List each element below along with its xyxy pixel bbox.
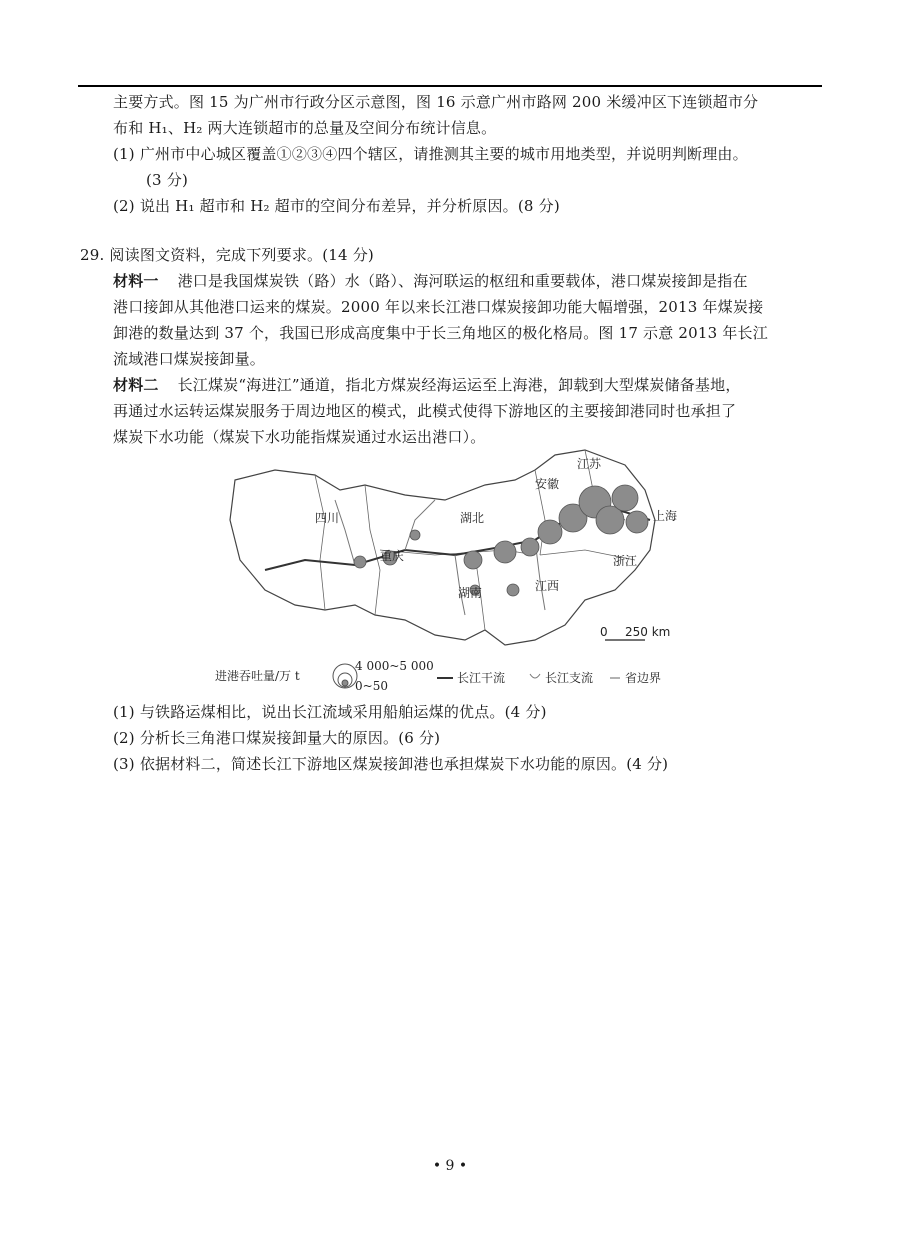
tributary-jialing xyxy=(335,500,355,565)
port-bubble xyxy=(507,584,519,596)
inner-boundaries xyxy=(315,450,638,630)
material-1-text-1: 港口是我国煤炭铁（路）水（路）、海河联运的枢纽和重要载体，港口煤炭接卸是指在 xyxy=(177,272,748,290)
question-1: (1) 广州市中心城区覆盖①②③④四个辖区，请推测其主要的城市用地类型，并说明判断理由。 xyxy=(113,145,748,163)
q29-question-2: (2) 分析长三角港口煤炭接卸量大的原因。(6 分) xyxy=(113,729,441,747)
intro-line-1: 主要方式。图 15 为广州市行政分区示意图，图 16 示意广州市路网 200 米缓冲区下连锁超市分 xyxy=(113,93,759,111)
top-rule xyxy=(78,85,822,87)
intro-line-2: 布和 H₁、H₂ 两大连锁超市的总量及空间分布统计信息。 xyxy=(113,119,497,137)
port-bubble xyxy=(494,541,516,563)
question-1-continuation: (3 分) xyxy=(146,171,189,189)
material-2-label: 材料二 xyxy=(113,376,159,394)
material-1-line-3: 卸港的数量达到 37 个，我国已形成高度集中于长三角地区的极化格局。图 17 示意 2013 年长江 xyxy=(113,324,768,342)
legend-tributary-swatch xyxy=(530,674,540,678)
label-jiangsu: 江苏 xyxy=(577,457,602,471)
material-1-line-2: 港口接卸从其他港口运来的煤炭。2000 年以来长江港口煤炭接卸功能大幅增强，2013 年煤炭接 xyxy=(113,298,764,316)
legend-tributary: 长江支流 xyxy=(545,671,594,685)
material-1-line-1 xyxy=(113,271,748,291)
label-anhui: 安徽 xyxy=(535,477,560,491)
scale-zero: 0 xyxy=(600,625,608,639)
label-zhejiang: 浙江 xyxy=(613,554,638,568)
label-hubei: 湖北 xyxy=(460,511,485,525)
port-bubble xyxy=(354,556,366,568)
legend-max-range: 4 000~5 000 xyxy=(355,659,434,673)
port-bubble xyxy=(521,538,539,556)
material-1-line-4: 流域港口煤炭接卸量。 xyxy=(113,350,266,368)
material-2-line-3: 煤炭下水功能（煤炭下水功能指煤炭通过水运出港口）。 xyxy=(113,428,486,446)
material-2-text-1: 长江煤炭“海进江”通道，指北方煤炭经海运运至上海港，卸载到大型煤炭储备基地， xyxy=(177,376,741,394)
q29-question-3: (3) 依据材料二，简述长江下游地区煤炭接卸港也承担煤炭下水功能的原因。(4 分) xyxy=(113,755,669,773)
material-2-line-2: 再通过水运转运煤炭服务于周边地区的模式，此模式使得下游地区的主要接卸港同时也承担了 xyxy=(113,402,737,420)
boundary-chongqing xyxy=(365,485,380,615)
label-jiangxi: 江西 xyxy=(535,579,560,593)
material-1-label: 材料一 xyxy=(113,272,159,290)
port-bubble xyxy=(538,520,562,544)
question-2: (2) 说出 H₁ 超市和 H₂ 超市的空间分布差异，并分析原因。(8 分) xyxy=(113,197,560,215)
boundary-sichuan xyxy=(315,475,325,610)
port-bubble xyxy=(612,485,638,511)
q29-heading: 29. 阅读图文资料，完成下列要求。(14 分) xyxy=(80,246,374,264)
q29-question-1: (1) 与铁路运煤相比，说出长江流域采用船舶运煤的优点。(4 分) xyxy=(113,703,547,721)
legend-bubble-small xyxy=(342,680,348,686)
scale-value: 250 km xyxy=(625,625,671,639)
port-bubble xyxy=(626,511,648,533)
map-legend xyxy=(215,659,661,693)
legend-title: 进港吞吐量/万 t xyxy=(215,669,300,683)
legend-min-range: 0~50 xyxy=(355,679,388,693)
label-shanghai: 上海 xyxy=(653,509,678,523)
port-bubble xyxy=(410,530,420,540)
tributary-han xyxy=(405,500,435,550)
yangtze-coal-port-map xyxy=(205,440,695,695)
port-bubbles xyxy=(354,485,648,596)
scale-bar xyxy=(600,625,670,640)
page-number: • 9 • xyxy=(432,1158,468,1174)
legend-boundary: 省边界 xyxy=(625,671,662,685)
label-chongqing: 重庆 xyxy=(380,549,405,563)
tributary-xiang xyxy=(455,555,465,615)
label-hunan: 湖南 xyxy=(458,586,483,600)
label-sichuan: 四川 xyxy=(315,511,340,525)
legend-main-stream: 长江干流 xyxy=(457,671,506,685)
material-2-line-1 xyxy=(113,375,741,395)
port-bubble xyxy=(464,551,482,569)
